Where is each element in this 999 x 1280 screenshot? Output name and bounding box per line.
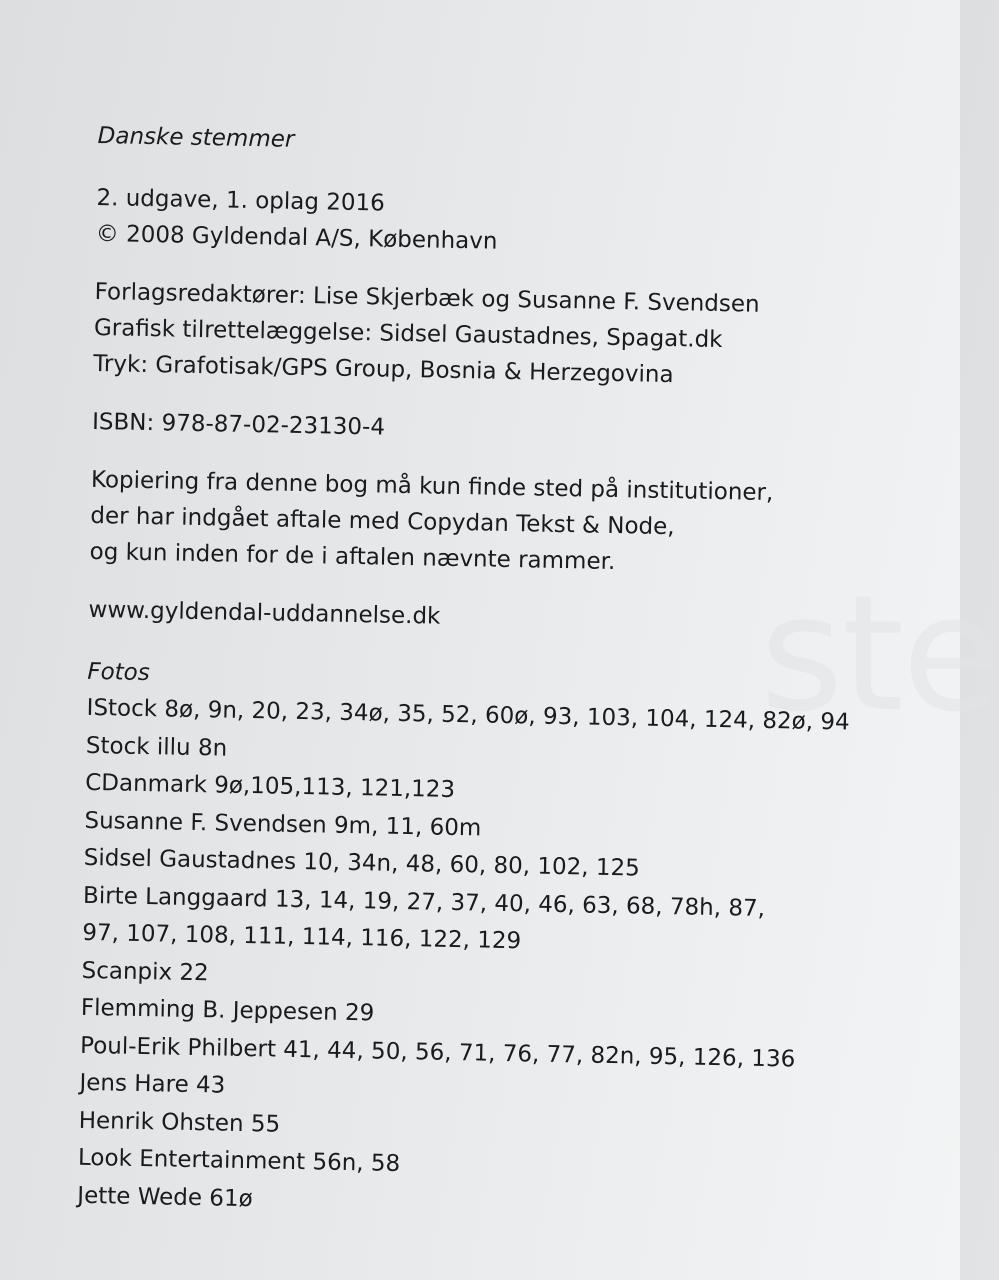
photo-credit-line: Scanpix 22: [81, 957, 209, 986]
notice-line: Kopiering fra denne bog må kun finde sted på institutioner,: [90, 466, 774, 507]
photo-credit-line: Poul-Erik Philbert 41, 44, 50, 56, 71, 76, 77, 82n, 95, 126, 136: [79, 1032, 796, 1073]
isbn-line: ISBN: 978-87-02-23130-4: [91, 408, 386, 441]
photo-credit-line: Jette Wede 61ø: [77, 1182, 253, 1212]
credit-editors: Forlagsredaktører: Lise Skjerbæk og Susanne F. Svendsen: [94, 278, 760, 318]
photo-credit-line: Sidsel Gaustadnes 10, 34n, 48, 60, 80, 102, 125: [83, 844, 641, 882]
credit-print: Tryk: Grafotisak/GPS Group, Bosnia & Herzegovina: [93, 350, 674, 389]
copyright-line: © 2008 Gyldendal A/S, København: [95, 220, 498, 255]
credit-design: Grafisk tilrettelæggelse: Sidsel Gaustadnes, Spagat.dk: [93, 314, 723, 354]
photo-credit-line: CDanmark 9ø,105,113, 121,123: [84, 769, 456, 803]
show-through-text: ste: [760, 560, 999, 747]
book-title: Danske stemmer: [97, 122, 295, 153]
photo-credit-line: Look Entertainment 56n, 58: [77, 1144, 401, 1177]
photo-credit-line: 97, 107, 108, 111, 114, 116, 122, 129: [82, 919, 522, 955]
photo-credit-line: Henrik Ohsten 55: [78, 1107, 281, 1138]
website-link: www.gyldendal-uddannelse.dk: [88, 596, 441, 630]
photo-credit-line: IStock 8ø, 9n, 20, 23, 34ø, 35, 52, 60ø, 93, 103, 104, 124, 82ø, 94: [86, 694, 850, 736]
notice-line: og kun inden for de i aftalen nævnte rammer.: [89, 538, 616, 576]
photo-credit-line: Birte Langgaard 13, 14, 19, 27, 37, 40, 46, 63, 68, 78h, 87,: [82, 882, 766, 922]
fotos-heading: Fotos: [87, 658, 150, 687]
colophon-page: [77, 118, 858, 1229]
notice-line: der har indgået aftale med Copydan Tekst & Node,: [90, 502, 675, 541]
photo-credit-line: Jens Hare 43: [79, 1069, 226, 1099]
photo-credit-line: Susanne F. Svendsen 9m, 11, 60m: [84, 807, 482, 841]
photo-credit-line: Flemming B. Jeppesen 29: [80, 994, 375, 1027]
photo-credit-line: Stock illu 8n: [85, 732, 228, 762]
edition-line: 2. udgave, 1. oplag 2016: [96, 184, 386, 217]
